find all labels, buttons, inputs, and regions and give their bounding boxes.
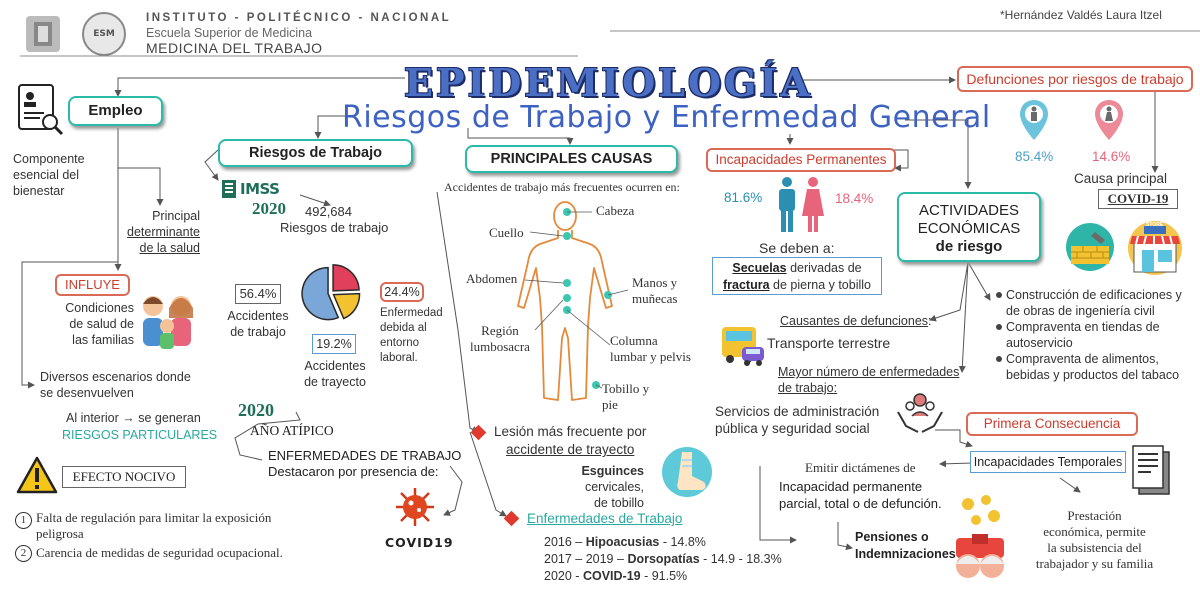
year-2020: 2020 (238, 400, 274, 420)
covid-box: COVID-19 (1098, 189, 1178, 209)
defun-male-pct: 85.4% (1015, 149, 1054, 164)
incapacidades-temporales-box: Incapacidades Temporales (970, 451, 1126, 473)
prestacion-label: Prestación económica, permite la subsistencia del trabajador y su familia (1035, 508, 1154, 571)
stat-row: 2016 – Hipoacusias - 14.8% (544, 535, 706, 549)
principales-causas-box: PRINCIPALES CAUSAS (465, 145, 678, 173)
female-pin-icon (1093, 98, 1125, 142)
actividades-box: ACTIVIDADES ECONÓMICAS de riesgo (897, 192, 1041, 262)
defunciones-box: Defunciones por riesgos de trabajo (957, 66, 1193, 92)
care-hands-icon (896, 390, 944, 436)
label-cuello: Cuello (489, 225, 524, 240)
page-title: EPIDEMIOLOGÍA (404, 60, 813, 105)
causa-principal-label: Causa principal (1074, 171, 1168, 186)
incap-female-pct: 18.4% (835, 191, 874, 206)
riesgos-pie-chart (300, 262, 362, 324)
ano-atipico: AÑO ATÍPICO (250, 423, 334, 438)
destacaron-label: Destacaron por presencia de: (268, 464, 439, 479)
warning-icon (16, 456, 58, 494)
elderly-money-icon (950, 494, 1010, 584)
empleo-box: Empleo (68, 96, 163, 126)
page-subtitle: Riesgos de Trabajo y Enfermedad General (342, 100, 991, 135)
enfermedades-stats (544, 534, 782, 585)
course-name: MEDICINA DEL TRABAJO (146, 40, 323, 56)
servicios-label: Servicios de administración pública y seguridad social (715, 404, 880, 436)
componente-text: Componente esencial del bienestar (13, 152, 85, 198)
transporte-label: Transporte terrestre (767, 335, 891, 351)
ankle-injury-icon (660, 446, 714, 498)
principal-text: Principal determinante de la salud (127, 209, 200, 255)
actividad-item-2: Compraventa en tiendas de autoservicio (996, 319, 1182, 351)
pct-accidentes-trabajo: 56.4% (235, 284, 281, 304)
mayor-numero-label: Mayor número de enfermedades de trabajo: (778, 365, 960, 395)
secuelas-box: Secuelas derivadas de fractura de pierna y tobillo (712, 257, 882, 295)
primera-consecuencia-box: Primera Consecuencia (966, 412, 1138, 436)
number-1-badge: 1 (15, 512, 32, 529)
pensiones-label: Pensiones o Indemnizaciones (855, 530, 956, 561)
incapacidades-permanentes-box: Incapacidades Permanentes (706, 148, 896, 172)
store-sign-label: STORE (1146, 222, 1164, 228)
institute-name: INSTITUTO - POLITÉCNICO - NACIONAL (146, 12, 452, 24)
actividad-item-3: Compraventa de alimentos, bebidas y productos del tabaco (996, 351, 1182, 383)
school-name: Escuela Superior de Medicina (146, 26, 313, 40)
actividad-item-1: Construcción de edificaciones y de obras de ingeniería civil (996, 287, 1182, 319)
store-icon (1124, 220, 1186, 276)
incapacidad-permanente-label: Incapacidad permanente parcial, total o de defunción. (779, 479, 942, 511)
total-riesgos-label: Riesgos de trabajo (280, 220, 389, 235)
ipn-logo (22, 12, 64, 56)
emitir-label: Emitir dictámenes de (805, 460, 916, 475)
label-manos: Manos y muñecas (632, 275, 678, 306)
pie-slice (333, 265, 359, 291)
actividades-bullets (996, 287, 1182, 383)
imss-logo (220, 178, 238, 205)
male-pin-icon (1018, 98, 1050, 142)
bus-icon (718, 323, 768, 369)
efecto-nocivo-box: EFECTO NOCIVO (62, 466, 186, 488)
label-cabeza: Cabeza (596, 203, 635, 218)
enfermedades-trabajo-link: Enfermedades de Trabajo (527, 511, 683, 526)
esguinces-text: Esguinces cervicales, de tobillo (581, 464, 644, 510)
item-1-text: Falta de regulación para limitar la exposición peligrosa (36, 510, 272, 541)
riesgos-trabajo-box: Riesgos de Trabajo (218, 139, 413, 167)
total-riesgos-value: 492,684 (305, 204, 352, 219)
se-deben-label: Se deben a: (759, 240, 835, 256)
pct-accidentes-trayecto: 19.2% (312, 334, 356, 354)
condiciones-text: Condiciones de salud de las familias (65, 301, 134, 347)
diversos-text: Diversos escenarios donde se desenvuelven (40, 370, 191, 400)
enfermedad-label: Enfermedad debida al entorno laboral. (380, 307, 443, 364)
incap-male-pct: 81.6% (724, 190, 763, 205)
label-columna: Columna lumbar y pelvis (610, 333, 691, 364)
al-interior-text: Al interior → se generan (66, 411, 201, 425)
label-region: Región lumbosacra (470, 323, 530, 354)
accidentes-trabajo-label: Accidentes de trabajo (227, 309, 289, 339)
defun-female-pct: 14.6% (1092, 149, 1131, 164)
documents-icon (1131, 444, 1171, 496)
label-abdomen: Abdomen (466, 271, 518, 286)
imss-label: IMSS (240, 180, 280, 198)
label-tobillo: Tobillo y pie (602, 381, 650, 412)
accidentes-trayecto-label: Accidentes de trayecto (304, 359, 366, 389)
man-woman-icon (774, 176, 826, 234)
number-2-badge: 2 (15, 545, 32, 562)
covid19-label: COVID19 (385, 535, 454, 550)
esm-logo: ESM (82, 12, 126, 56)
author: *Hernández Valdés Laura Itzel (1000, 8, 1162, 22)
item-2-text: Carencia de medidas de seguridad ocupacional. (36, 545, 283, 560)
stat-row: 2020 - COVID-19 - 91.5% (544, 569, 688, 583)
lesion-text: Lesión más frecuente por accidente de trayecto (494, 424, 647, 457)
causantes-label: Causantes de defunciones: (780, 314, 932, 328)
enfermedades-trabajo-label: ENFERMEDADES DE TRABAJO (268, 448, 462, 463)
family-icon (137, 292, 199, 350)
id-card-icon (18, 84, 64, 136)
influye-box: INFLUYE (55, 274, 130, 296)
pct-enfermedad: 24.4% (380, 282, 424, 302)
construction-icon (1063, 222, 1117, 272)
imss-year: 2020 (252, 199, 286, 218)
causas-intro: Accidentes de trabajo más frecuentes ocurren en: (444, 180, 680, 194)
riesgos-particulares: RIESGOS PARTICULARES (62, 428, 218, 442)
virus-icon (390, 486, 440, 528)
stat-row: 2017 – 2019 – Dorsopatías - 14.9 - 18.3% (544, 552, 782, 566)
